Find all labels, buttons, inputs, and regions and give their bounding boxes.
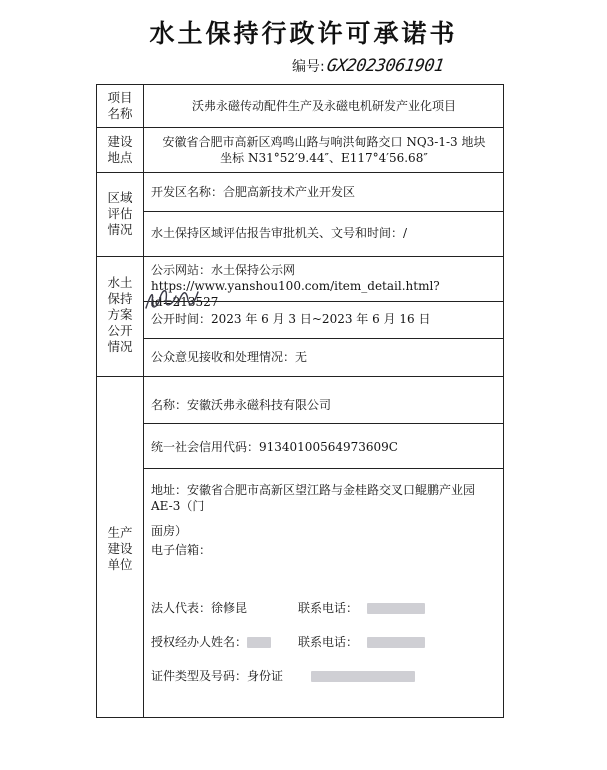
- project-name-value: 沃弗永磁传动配件生产及永磁电机研发产业化项目: [191, 99, 456, 113]
- label-regional-assessment: 区域 评估 情况: [107, 190, 133, 237]
- agent-row: [151, 634, 497, 650]
- legal-representative-row: [151, 600, 497, 616]
- zone-name: 开发区名称：合肥高新技术产业开发区: [151, 185, 356, 199]
- location-coordinates: 坐标 N31°52′9.44″、E117°4′56.68″: [220, 151, 428, 165]
- redacted-agent-name: [247, 637, 271, 648]
- commitment-table: [96, 84, 504, 718]
- unit-name: 名称：安徽沃弗永磁科技有限公司: [151, 398, 332, 412]
- serial-label: 编号:: [292, 59, 325, 75]
- id-document-row: [151, 668, 497, 684]
- location-address: 安徽省合肥市高新区鸡鸣山路与响洪甸路交口 NQ3-1-3 地块: [162, 135, 486, 149]
- redacted-phone-1: [367, 603, 425, 614]
- agent-phone-label: 联系电话：: [298, 635, 359, 649]
- cell-divider: [143, 338, 503, 339]
- column-divider: [143, 85, 144, 717]
- email-field: 电子信箱：: [151, 543, 212, 557]
- row-divider: [97, 172, 503, 173]
- public-feedback: 公众意见接收和处理情况：无: [151, 350, 308, 364]
- redacted-phone-2: [367, 637, 425, 648]
- document-title: 水土保持行政许可承诺书: [149, 19, 458, 48]
- assessment-report: 水土保持区域评估报告审批机关、文号和时间：/: [151, 226, 408, 240]
- label-plan-disclosure: 水土 保持 方案 公开 情况: [107, 275, 133, 354]
- label-project-name: 项目 名称: [107, 90, 133, 121]
- row-divider: [97, 376, 503, 377]
- label-construction-unit: 生产 建设 单位: [107, 525, 133, 572]
- unit-address-line2: 面房）: [151, 524, 188, 538]
- disclosure-url: https://www.yanshou100.com/item_detail.html?id=213527: [151, 279, 440, 309]
- label-construction-site: 建设 地点: [107, 134, 133, 165]
- cell-divider: [143, 423, 503, 424]
- cell-divider: [143, 211, 503, 212]
- unit-address-line1: 地址：安徽省合肥市高新区望江路与金桂路交叉口鲲鹏产业园 AE-3（门: [151, 483, 476, 513]
- credit-code: 统一社会信用代码：91340100564973609C: [151, 440, 398, 454]
- serial-value: GX2023061901: [325, 56, 445, 76]
- disclosure-period: 公开时间：2023 年 6 月 3 日~2023 年 6 月 16 日: [151, 312, 431, 326]
- unit-address: [151, 482, 497, 539]
- row-divider: [97, 256, 503, 257]
- cell-divider: [143, 468, 503, 469]
- legal-rep-phone-label: 联系电话：: [298, 601, 359, 615]
- handwritten-signature-icon: [140, 278, 210, 318]
- redacted-id-number: [311, 671, 415, 682]
- id-document-label: 证件类型及号码：身份证: [151, 669, 284, 683]
- legal-representative: 法人代表：徐修昆: [151, 601, 248, 615]
- disclosure-site-label: 公示网站：水土保持公示网: [151, 263, 296, 277]
- row-divider: [97, 127, 503, 128]
- agent-name-label: 授权经办人姓名：: [151, 635, 248, 649]
- serial-number: [292, 56, 444, 76]
- location-value: [151, 134, 497, 166]
